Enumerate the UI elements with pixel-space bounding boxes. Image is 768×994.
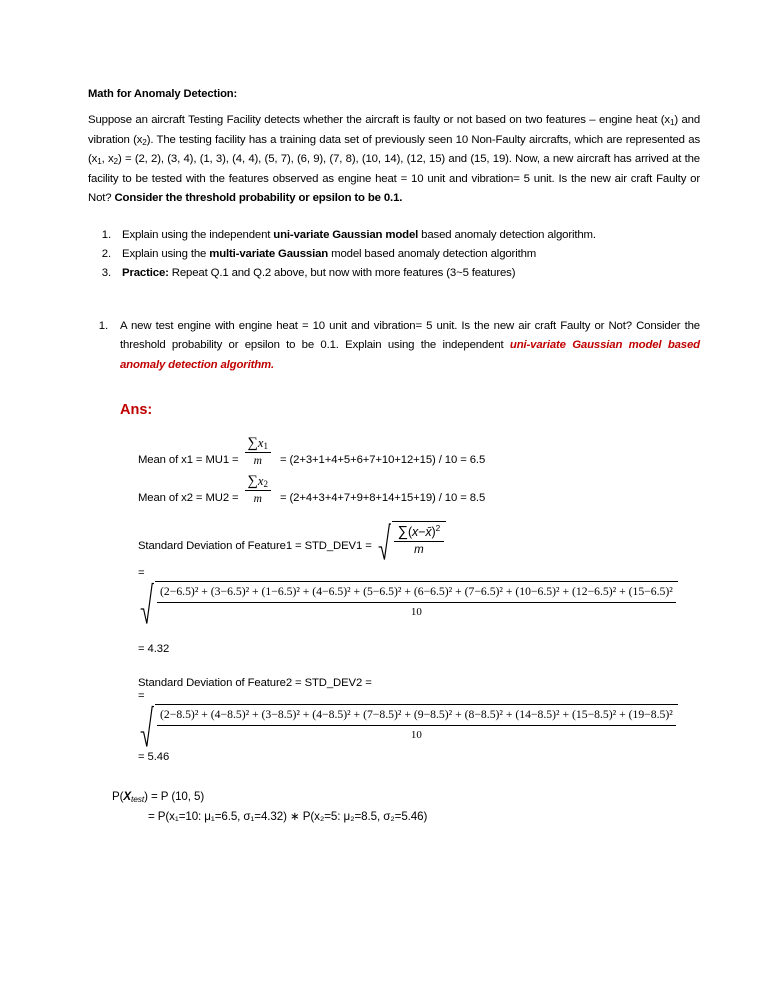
task-post: based anomaly detection algorithm. (418, 228, 596, 241)
std-dev1-sqrt (378, 521, 446, 561)
intro-text-3: ). The testing facility has a training data set of previously seen 10 Non-Faulty aircrafts, which are represented as (x (88, 133, 700, 166)
std-dev1-result: = 4.32 (138, 642, 170, 655)
std-dev2-label: Standard Deviation of Feature2 = STD_DEV2 = (138, 676, 372, 689)
intro-text-5: ) = (2, 2), (3, 4), (1, 3), (4, 4), (5, 7), (6, 9), (7, 8), (10, 14), (12, 15) and (15, 19). Now, a new aircraft has arrived at the facility to be tested with the features observed as engine heat = 10 unit and vibration= 5 unit. Is the new air craft Faulty or Not? (88, 153, 700, 205)
intro-bold-tail: Consider the threshold probability or epsilon to be 0.1. (114, 192, 403, 205)
radical-symbol-icon (140, 581, 155, 625)
task-pre: Explain using the (122, 248, 210, 261)
variable-subscript: 1 (263, 440, 268, 451)
exponent: 2 (435, 523, 441, 533)
std-dev1-expanded-denominator: 10 (410, 605, 422, 618)
document-content (88, 88, 700, 827)
std-dev1-equals: = (138, 566, 145, 579)
sum-symbol: ∑ (247, 434, 258, 451)
task-post: Repeat Q.1 and Q.2 above, but now with more features (3~5 features) (168, 267, 516, 280)
spacer (138, 625, 700, 643)
intro-sub-2: 2 (142, 137, 147, 147)
sum-symbol: ∑ (247, 472, 258, 489)
question-item-1 (111, 317, 700, 376)
std-dev1-row (138, 523, 700, 566)
std-dev1-denominator: m (414, 543, 424, 556)
mean-x2-row (138, 472, 700, 504)
page-title: Math for Anomaly Detection: (88, 88, 238, 100)
mean-x2-denominator: m (253, 492, 262, 505)
std-dev1-expanded-sqrt (140, 581, 678, 625)
std-dev1-expanded-numerator: (2−6.5)² + (3−6.5)² + (1−6.5)² + (4−6.5)² + (5−6.5)² + (6−6.5)² + (7−6.5)² + (10−6.5)² + (12−6.5)² + (15−6.5)² (157, 583, 676, 603)
std-dev1-label: Standard Deviation of Feature1 = STD_DEV1 = (138, 539, 372, 552)
question-plain-text: A new test engine with engine heat = 10 unit and vibration= 5 unit. Is the new air craft Faulty or Not? Consider the threshold probability or epsilon to be 0.1. Explain using the independent (120, 319, 700, 352)
task-list-item (114, 264, 700, 283)
sum-symbol: ∑ (397, 523, 408, 540)
paren-open: ( (407, 524, 413, 539)
std-dev1-radicand (392, 521, 446, 561)
radical-symbol-icon (140, 704, 155, 748)
task-post: model based anomaly detection algorithm (328, 248, 537, 261)
mean-x1-expression: = (2+3+1+4+5+6+7+10+12+15) / 10 = 6.5 (279, 453, 486, 466)
probability-suffix: ) = P (10, 5) (144, 789, 205, 803)
task-pre: Explain using the independent (122, 228, 274, 241)
std-dev2-expanded-denominator: 10 (410, 728, 422, 741)
mean-x1-fraction (245, 436, 271, 468)
probability-line-2: = P(x₁=10: μ₁=6.5, σ₁=4.32) ∗ P(x₂=5: μ₂=8.5, σ₂=5.46) (148, 809, 428, 823)
paren-close: ) (431, 524, 436, 539)
std-dev1-numerator (394, 523, 444, 542)
intro-text-1: Suppose an aircraft Testing Facility detects whether the aircraft is faulty or not based on two features – engine heat (x (88, 114, 670, 126)
mean-x2-fraction (245, 474, 271, 506)
minus-sign: − (418, 524, 426, 539)
spacer (138, 655, 700, 677)
variable-x-bar: x̄ (425, 524, 432, 539)
variable-x: x (257, 473, 264, 488)
probability-block (112, 787, 700, 827)
intro-sub-1: 1 (669, 117, 675, 127)
probability-prefix: P( (112, 789, 124, 803)
std-dev2-equals: = (138, 689, 145, 702)
task-bold: uni-variate Gaussian model (273, 228, 419, 241)
intro-paragraph (88, 111, 700, 209)
mean-x1-denominator: m (253, 454, 262, 467)
variable-subscript: 2 (263, 478, 268, 489)
mean-x2-numerator (245, 474, 271, 491)
question-list (88, 317, 700, 376)
task-bold: Practice: (122, 267, 169, 280)
question-emphasis-text: uni-variate Gaussian model based anomaly detection algorithm. (120, 339, 700, 372)
variable-x: x (257, 435, 264, 450)
task-bold: multi-variate Gaussian (209, 248, 329, 261)
answer-heading: Ans: (120, 401, 153, 418)
mean-x1-row (138, 434, 700, 466)
std-dev1-expanded-radicand (155, 581, 678, 625)
intro-sub-3: 1 (97, 156, 102, 166)
mean-x1-numerator (245, 436, 271, 453)
task-list-item (114, 226, 700, 245)
std-dev2-expanded-numerator: (2−8.5)² + (4−8.5)² + (3−8.5)² + (4−8.5)² + (7−8.5)² + (9−8.5)² + (8−8.5)² + (14−8.5)² + (15−8.5)² + (19−8.5)² (157, 706, 676, 726)
math-derivation-area (138, 434, 700, 763)
mean-x2-expression: = (2+4+3+4+7+9+8+14+15+19) / 10 = 8.5 (279, 491, 486, 504)
mean-x1-label: Mean of x1 = MU1 = (138, 453, 239, 466)
std-dev2-expanded-formula (140, 704, 700, 748)
std-dev2-expanded-sqrt (140, 704, 678, 748)
probability-variable-subscript: test (131, 793, 145, 804)
std-dev1-expanded-formula (140, 581, 700, 625)
radical-symbol-icon (378, 521, 392, 561)
task-list-item (114, 245, 700, 264)
probability-line-1 (112, 787, 700, 807)
task-list (88, 226, 700, 284)
intro-sub-4: 2 (113, 156, 118, 166)
intro-text-2: ) and vibration (x (88, 114, 701, 146)
std-dev2-expanded-radicand (155, 704, 678, 748)
intro-text-4: , x (101, 153, 114, 166)
std-dev2-result: = 5.46 (138, 750, 170, 763)
mean-x2-label: Mean of x2 = MU2 = (138, 491, 239, 504)
variable-x: x (412, 524, 419, 539)
probability-variable: X (123, 789, 132, 803)
